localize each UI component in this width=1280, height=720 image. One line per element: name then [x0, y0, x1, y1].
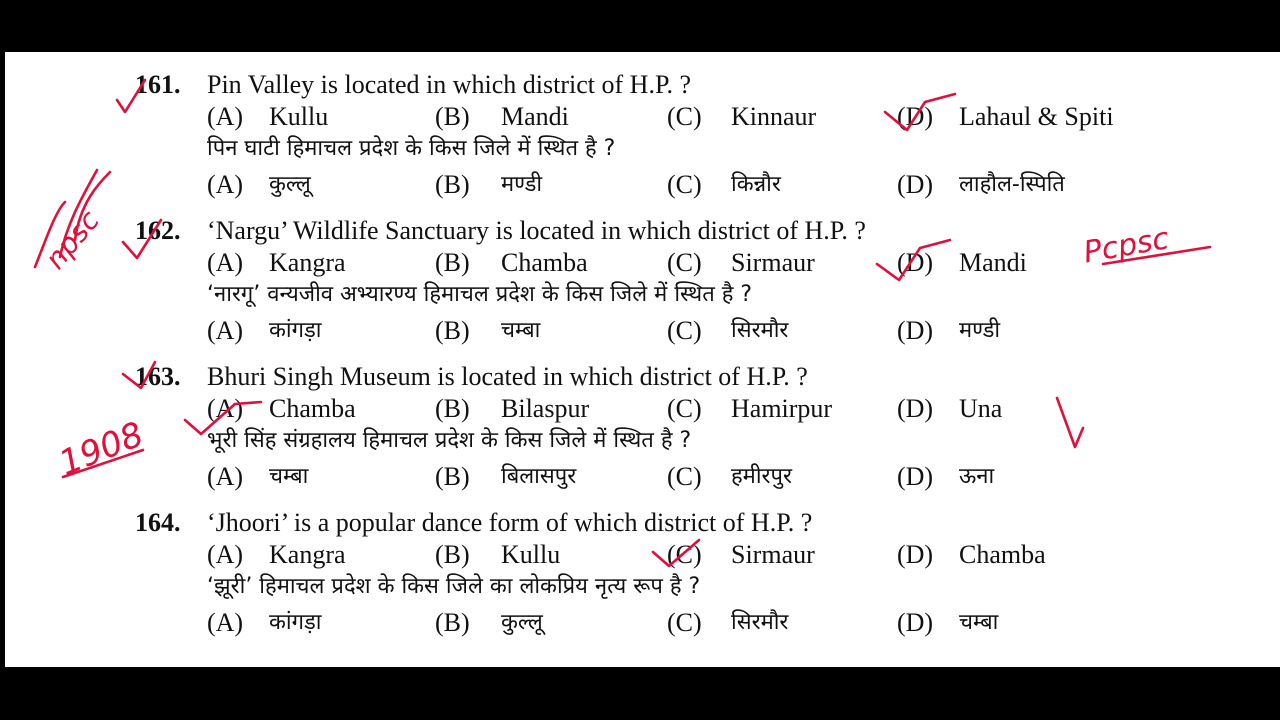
- option-text-hindi: किन्नौर: [731, 172, 781, 197]
- option-text-english: Hamirpur: [731, 394, 833, 423]
- option-text-hindi: मण्डी: [501, 172, 543, 197]
- question-text-hindi: ‘नारगू’ वन्यजीव अभ्यारण्य हिमाचल प्रदेश के किस जिले में स्थित है ?: [207, 282, 753, 307]
- option-letter: (A): [207, 462, 244, 491]
- option-text-english: Lahaul & Spiti: [959, 102, 1114, 131]
- option-text-hindi: कांगड़ा: [269, 610, 322, 635]
- option-text-english: Kangra: [269, 540, 346, 569]
- option-text-english: Kullu: [501, 540, 561, 569]
- option-text-english: Chamba: [959, 540, 1046, 569]
- option-text-hindi: चम्बा: [269, 464, 309, 489]
- option-letter: (A): [207, 608, 244, 637]
- option-letter: (D): [897, 170, 934, 199]
- option-letter: (C): [667, 462, 702, 491]
- option-letter: (D): [897, 462, 934, 491]
- option-text-hindi: बिलासपुर: [501, 464, 577, 489]
- question-block: [5, 344, 1280, 491]
- option-text-english: Chamba: [269, 394, 356, 423]
- option-letter: (A): [207, 170, 244, 199]
- option-letter: (C): [667, 170, 702, 199]
- option-letter: (A): [207, 248, 244, 277]
- question-paper-page: [5, 52, 1280, 667]
- option-letter: (B): [435, 170, 470, 199]
- note-1908: 1908: [53, 414, 150, 484]
- option-text-english: Sirmaur: [731, 248, 815, 277]
- note-pcpsc: Pcpsc: [1080, 221, 1172, 271]
- option-text-english: Una: [959, 394, 1003, 423]
- option-text-english: Bilaspur: [501, 394, 590, 423]
- option-letter: (B): [435, 462, 470, 491]
- note-npsc: npsc: [38, 204, 106, 276]
- option-letter: (D): [897, 102, 934, 131]
- question-block: [5, 198, 1280, 345]
- question-text-english: ‘Nargu’ Wildlife Sanctuary is located in which district of H.P. ?: [207, 216, 866, 245]
- option-text-hindi: लाहौल-स्पिति: [959, 172, 1065, 197]
- option-text-hindi: ऊना: [959, 464, 995, 489]
- question-text-english: Pin Valley is located in which district of H.P. ?: [207, 70, 692, 99]
- option-text-english: Mandi: [959, 248, 1027, 277]
- option-text-hindi: कुल्लू: [501, 610, 543, 635]
- question-block: [5, 52, 1280, 199]
- option-letter: (C): [667, 102, 702, 131]
- option-letter: (C): [667, 540, 702, 569]
- option-letter: (A): [207, 102, 244, 131]
- question-text-hindi: भूरी सिंह संग्रहालय हिमाचल प्रदेश के किस जिले में स्थित है ?: [207, 428, 692, 453]
- option-text-english: Sirmaur: [731, 540, 815, 569]
- option-text-english: Chamba: [501, 248, 588, 277]
- option-letter: (B): [435, 608, 470, 637]
- option-text-hindi: मण्डी: [959, 318, 1001, 343]
- question-text-english: ‘Jhoori’ is a popular dance form of which district of H.P. ?: [207, 508, 813, 537]
- option-text-hindi: कांगड़ा: [269, 318, 322, 343]
- option-letter: (B): [435, 394, 470, 423]
- option-text-english: Kangra: [269, 248, 346, 277]
- option-text-hindi: सिरमौर: [731, 610, 789, 635]
- question-number: 162.: [135, 216, 181, 245]
- option-letter: (C): [667, 394, 702, 423]
- option-text-hindi: कुल्लू: [269, 172, 311, 197]
- option-letter: (D): [897, 316, 934, 345]
- option-letter: (B): [435, 316, 470, 345]
- option-text-hindi: सिरमौर: [731, 318, 789, 343]
- option-letter: (D): [897, 248, 934, 277]
- option-letter: (B): [435, 102, 470, 131]
- question-block: [5, 490, 1280, 637]
- option-letter: (C): [667, 608, 702, 637]
- question-number: 163.: [135, 362, 181, 391]
- option-letter: (C): [667, 248, 702, 277]
- option-letter: (B): [435, 248, 470, 277]
- option-letter: (B): [435, 540, 470, 569]
- question-text-hindi: ‘झूरी’ हिमाचल प्रदेश के किस जिले का लोकप्रिय नृत्य रूप है ?: [207, 574, 701, 599]
- option-letter: (A): [207, 316, 244, 345]
- option-text-english: Mandi: [501, 102, 569, 131]
- option-text-english: Kullu: [269, 102, 329, 131]
- option-letter: (A): [207, 540, 244, 569]
- option-letter: (D): [897, 394, 934, 423]
- option-letter: (A): [207, 394, 244, 423]
- question-text-english: Bhuri Singh Museum is located in which district of H.P. ?: [207, 362, 808, 391]
- option-text-hindi: हमीरपुर: [731, 464, 793, 489]
- question-number: 161.: [135, 70, 181, 99]
- option-text-hindi: चम्बा: [959, 610, 999, 635]
- question-text-hindi: पिन घाटी हिमाचल प्रदेश के किस जिले में स्थित है ?: [207, 136, 616, 161]
- option-letter: (C): [667, 316, 702, 345]
- option-text-english: Kinnaur: [731, 102, 817, 131]
- option-text-hindi: चम्बा: [501, 318, 541, 343]
- option-letter: (D): [897, 540, 934, 569]
- option-letter: (D): [897, 608, 934, 637]
- question-number: 164.: [135, 508, 181, 537]
